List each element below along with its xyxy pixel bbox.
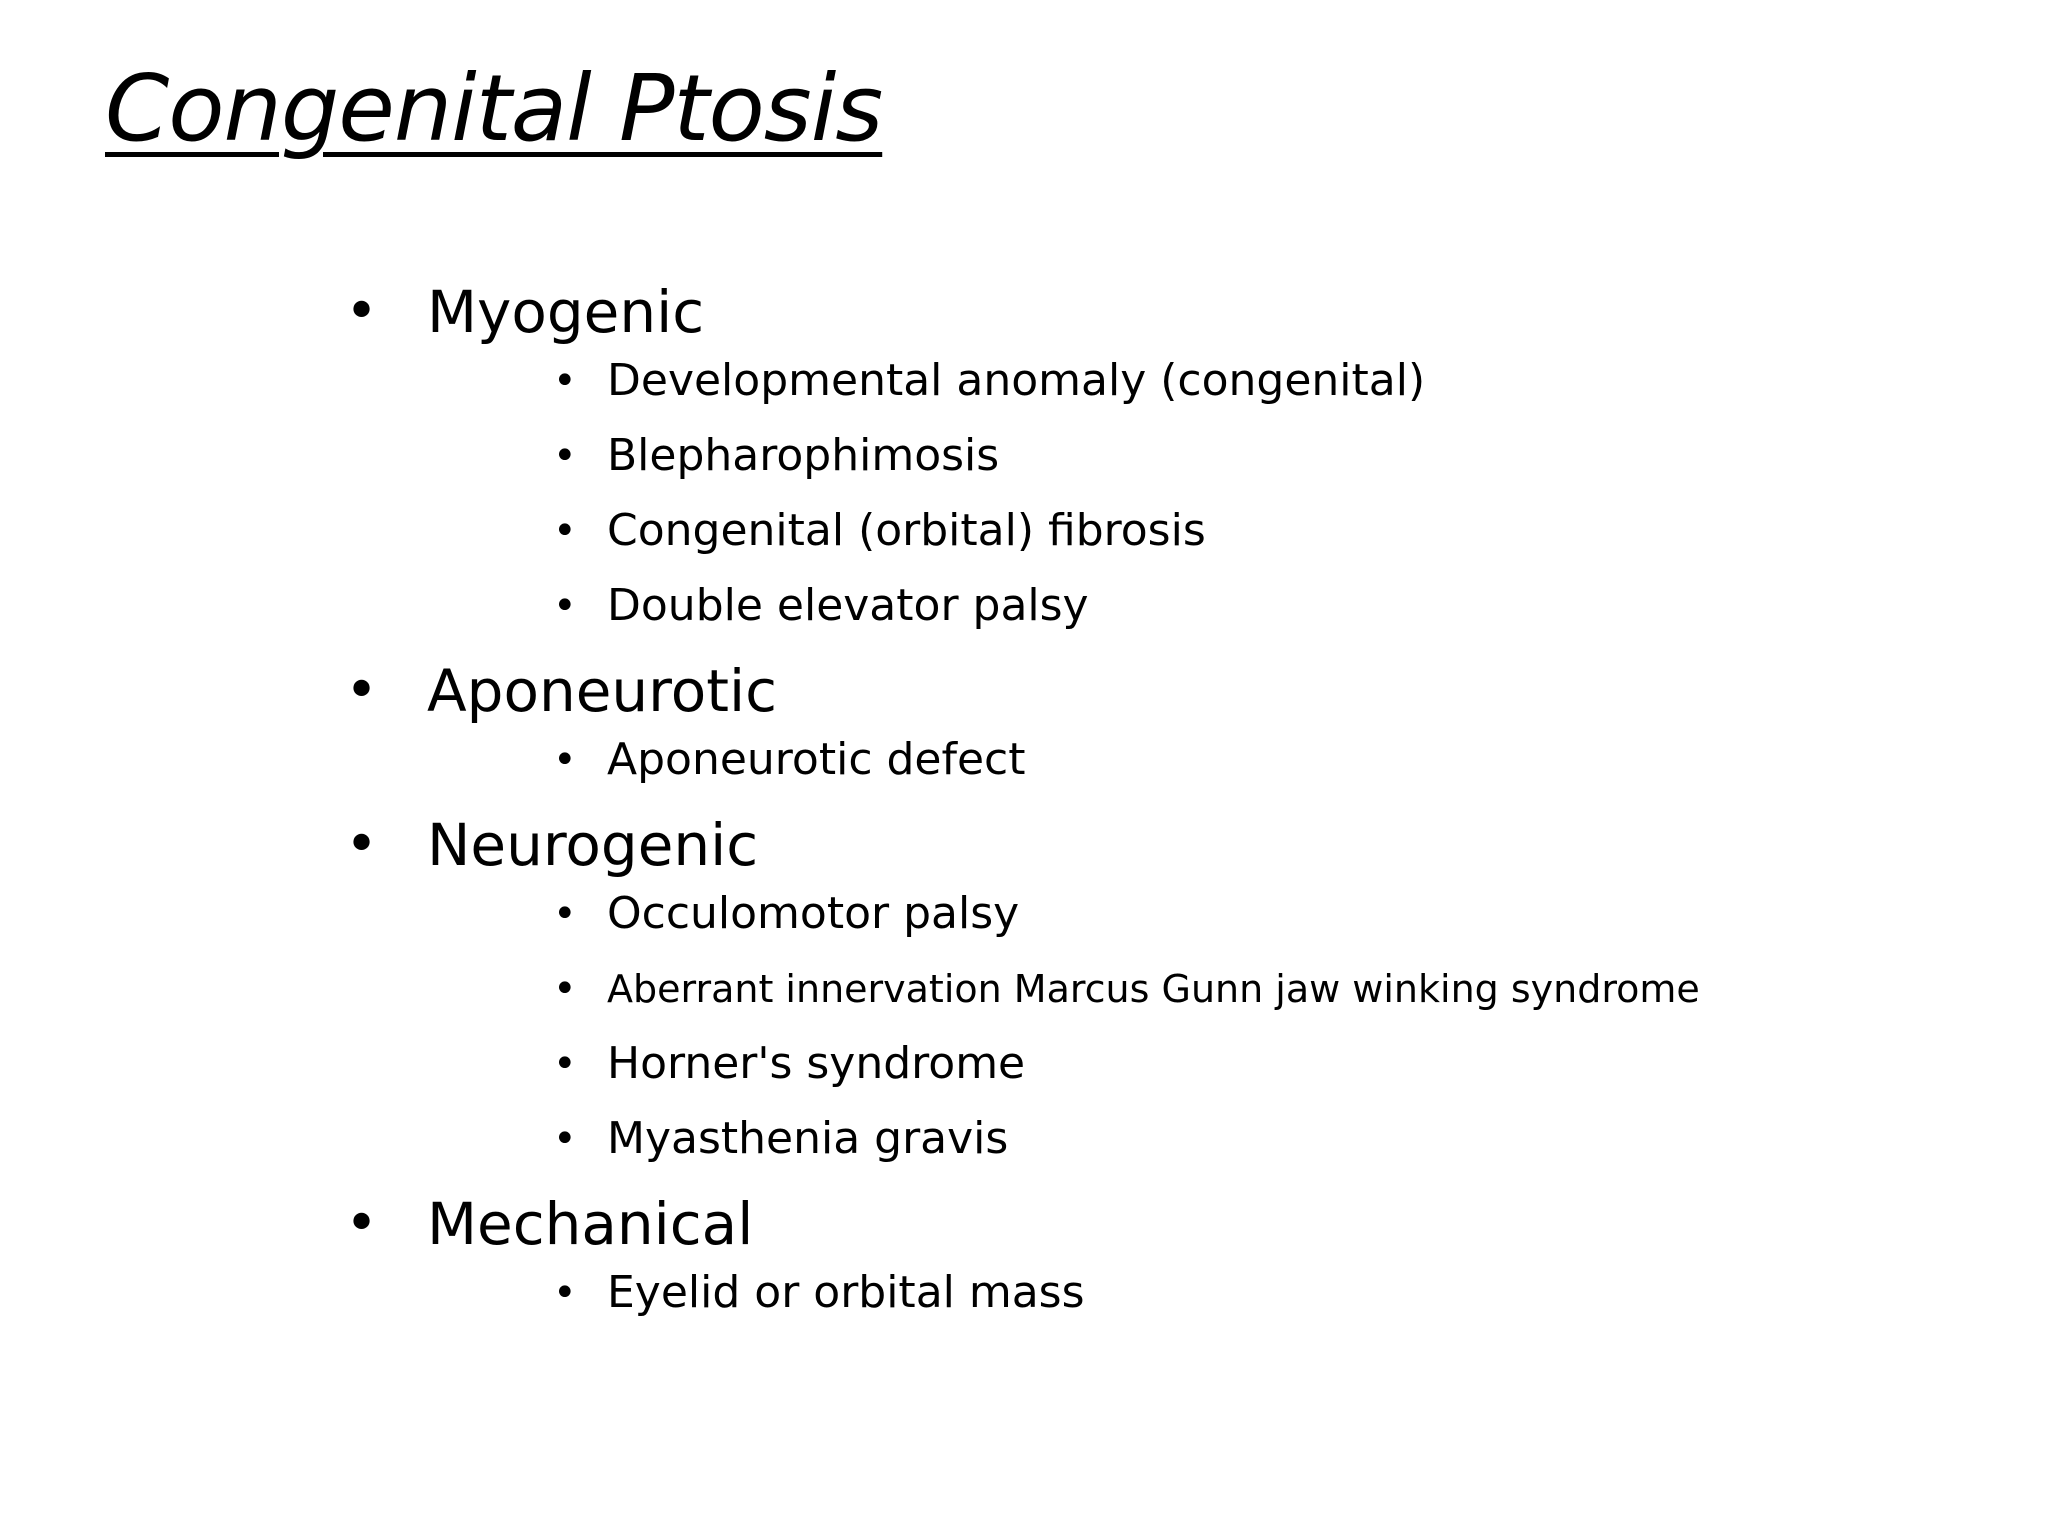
sublist-mechanical <box>345 1264 1945 1322</box>
list-item <box>345 731 1945 789</box>
bullet-icon: • <box>553 433 577 479</box>
list-item <box>345 1264 1945 1322</box>
list-item-text: Occulomotor palsy <box>607 888 1020 939</box>
bullet-icon: • <box>553 1270 577 1316</box>
list-item-text: Developmental anomaly (congenital) <box>607 355 1426 406</box>
list-item-text: Eyelid or orbital mass <box>607 1267 1085 1318</box>
bullet-icon: • <box>345 658 379 723</box>
section-aponeurotic <box>345 657 1945 725</box>
list-item <box>345 502 1945 560</box>
section-label: Mechanical <box>427 1190 754 1258</box>
list-item-text: Horner's syndrome <box>607 1038 1026 1089</box>
section-label: Myogenic <box>427 278 705 346</box>
bullet-icon: • <box>345 812 379 877</box>
bullet-icon: • <box>553 358 577 404</box>
section-label: Aponeurotic <box>427 657 777 725</box>
slide-title: Congenital Ptosis <box>105 55 883 162</box>
list-item-text: Double elevator palsy <box>607 580 1089 631</box>
list-item-text: Aponeurotic defect <box>607 734 1026 785</box>
bullet-icon: • <box>345 1191 379 1256</box>
bullet-icon: • <box>553 583 577 629</box>
bullet-icon: • <box>345 279 379 344</box>
list-item <box>345 427 1945 485</box>
sublist-aponeurotic <box>345 731 1945 789</box>
sublist-neurogenic <box>345 885 1945 1168</box>
bullet-icon: • <box>553 891 577 937</box>
section-label: Neurogenic <box>427 811 759 879</box>
list-item <box>345 352 1945 410</box>
list-item <box>345 1035 1945 1093</box>
list-item-text: Myasthenia gravis <box>607 1113 1009 1164</box>
section-mechanical <box>345 1190 1945 1258</box>
bullet-icon: • <box>553 508 577 554</box>
list-item <box>345 885 1945 943</box>
bullet-icon: • <box>553 1041 577 1087</box>
section-myogenic <box>345 278 1945 346</box>
bullet-icon: • <box>553 966 577 1012</box>
list-item-text: Congenital (orbital) fibrosis <box>607 505 1206 556</box>
list-item-text: Blepharophimosis <box>607 430 1000 481</box>
sublist-myogenic <box>345 352 1945 635</box>
bullet-list <box>345 278 1945 1339</box>
list-item <box>345 577 1945 635</box>
bullet-icon: • <box>553 1116 577 1162</box>
list-item <box>345 1110 1945 1168</box>
list-item-text: Aberrant innervation Marcus Gunn jaw winking syndrome <box>607 967 1700 1011</box>
section-neurogenic <box>345 811 1945 879</box>
list-item <box>345 960 1945 1018</box>
bullet-icon: • <box>553 737 577 783</box>
